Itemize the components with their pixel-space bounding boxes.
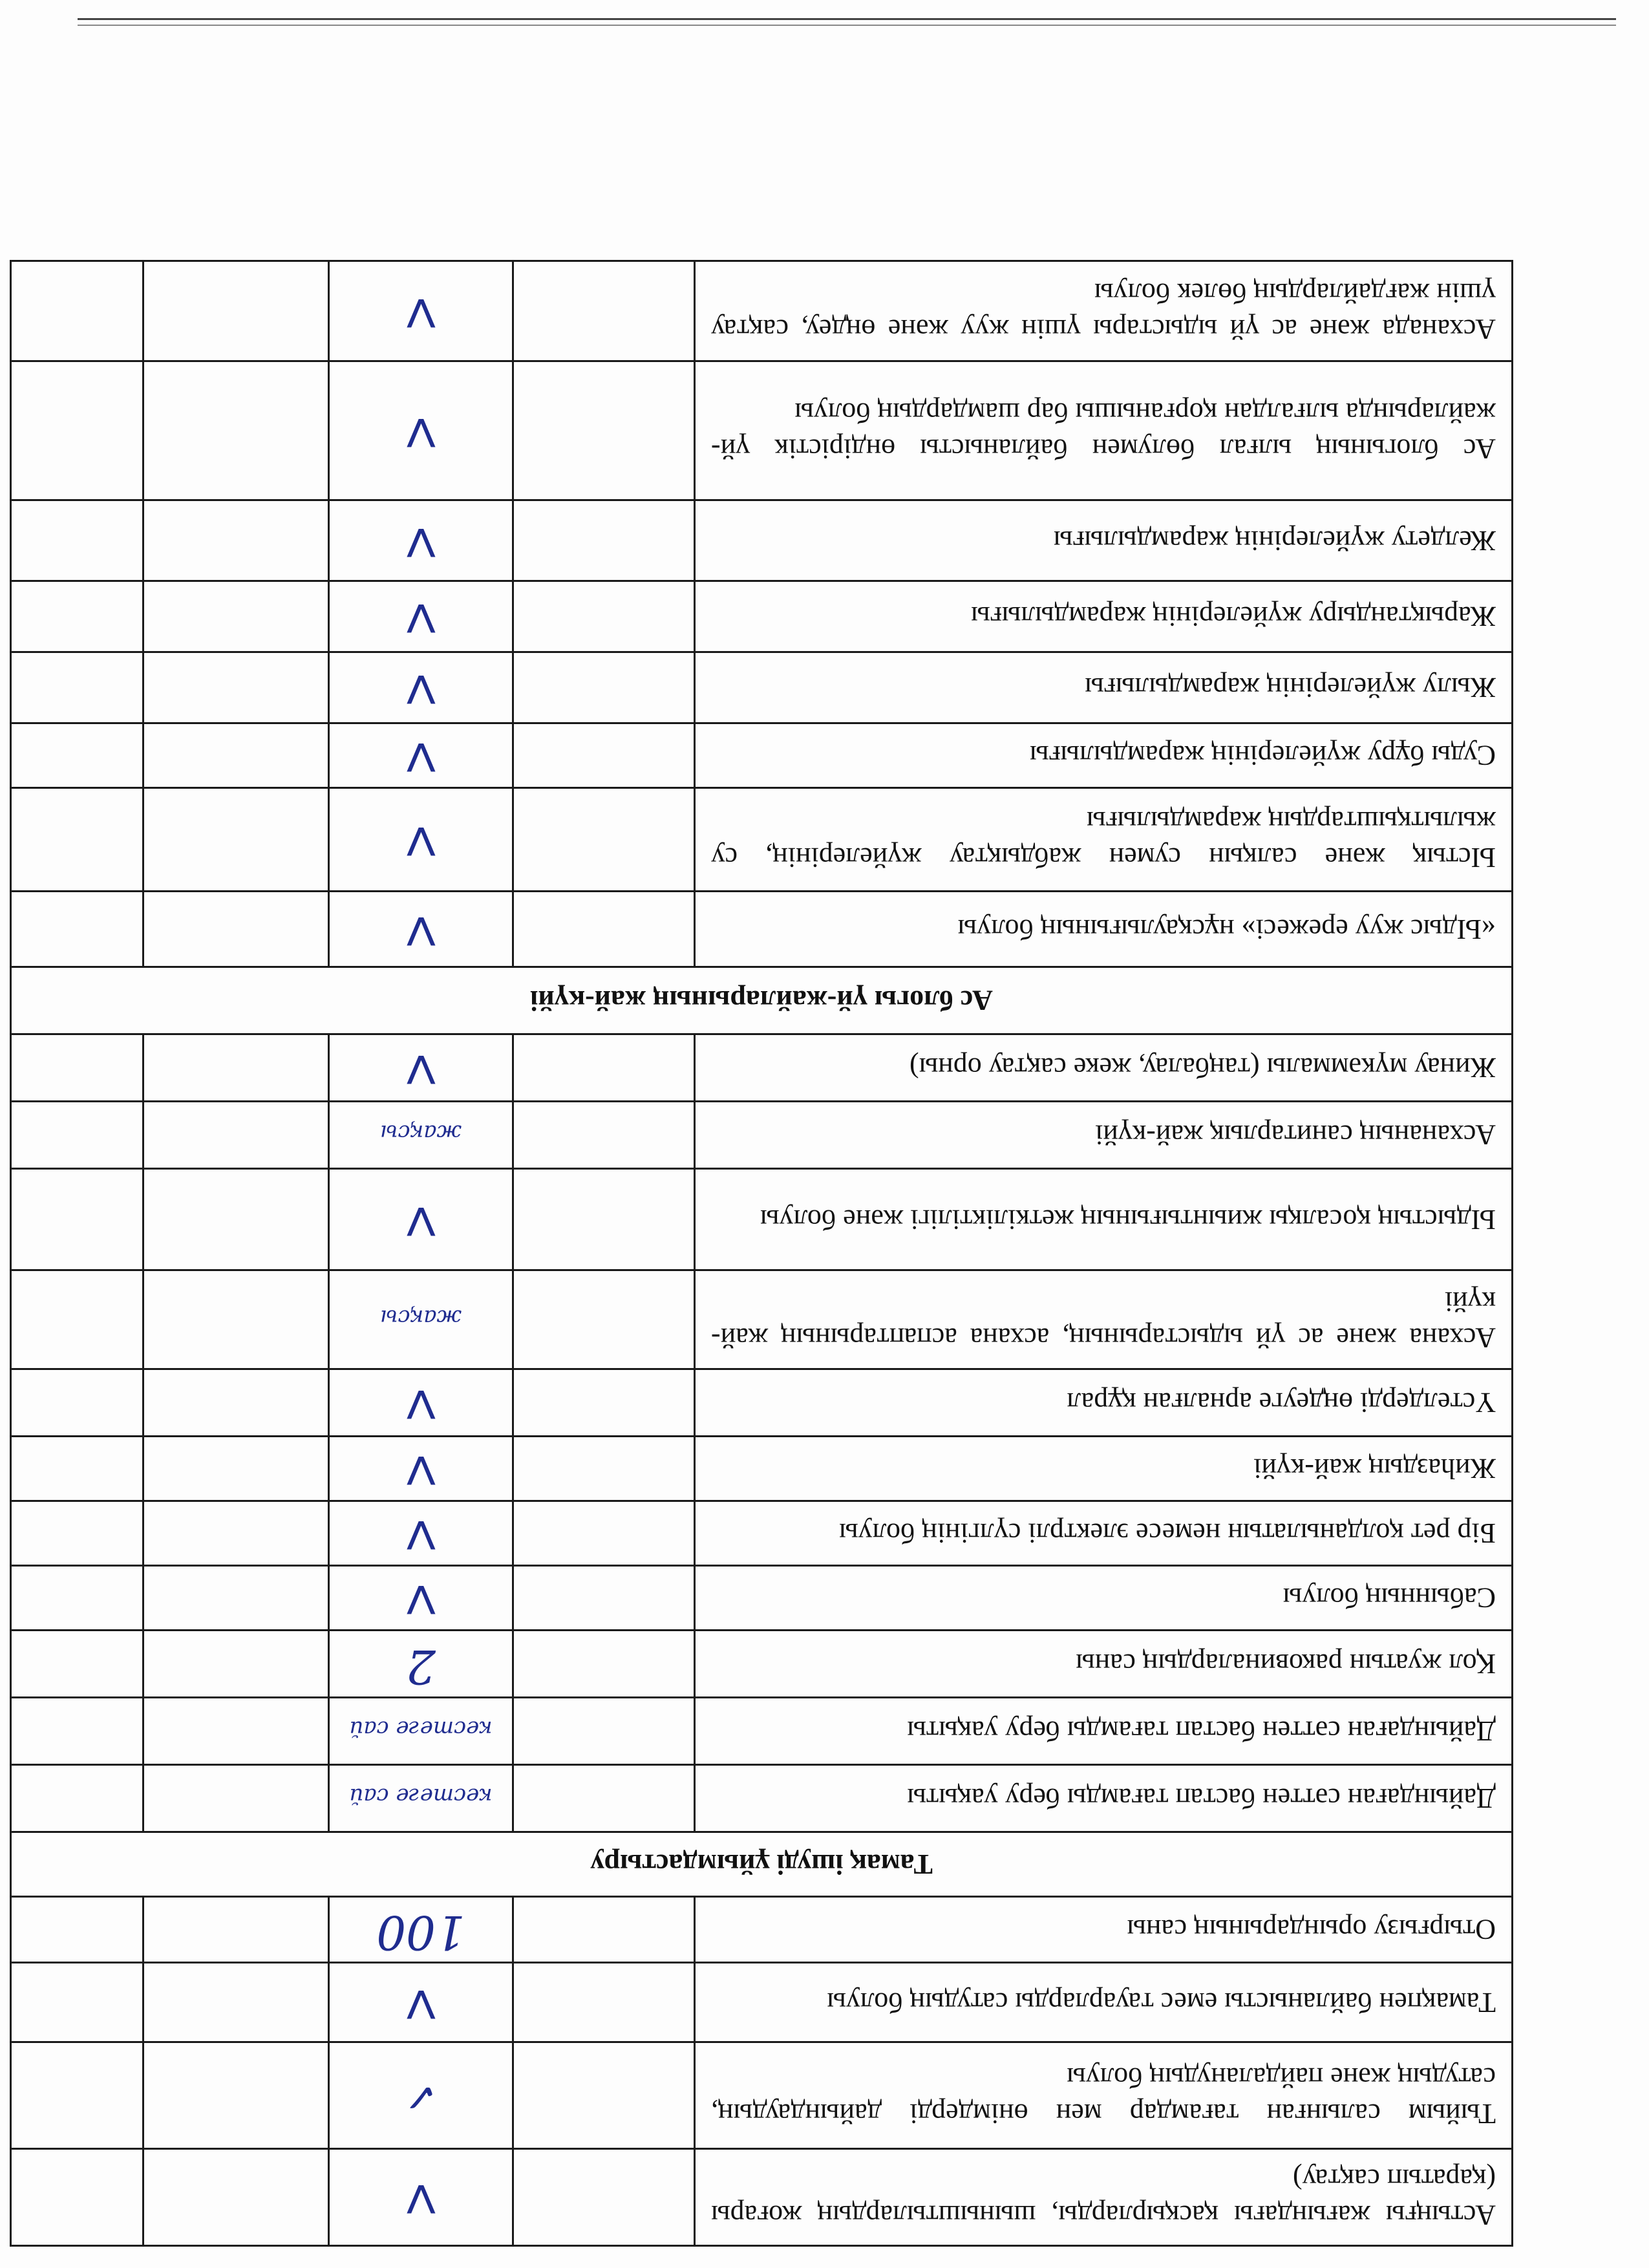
criterion-label: Сабынның болуы xyxy=(695,1566,1513,1631)
inspection-checklist-table xyxy=(10,260,1513,2247)
table-row xyxy=(11,1102,1513,1169)
handwritten-mark: V xyxy=(406,409,436,455)
empty-cell xyxy=(513,1631,695,1698)
check-mark-cell xyxy=(329,2042,513,2149)
empty-cell xyxy=(11,1765,144,1832)
criterion-label: Суды бұру жүйелерінің жарамдылығы xyxy=(695,723,1513,788)
check-mark-cell xyxy=(329,1698,513,1765)
empty-cell xyxy=(11,1963,144,2042)
empty-cell xyxy=(513,1566,695,1631)
table-row xyxy=(11,1270,1513,1369)
check-mark-cell xyxy=(329,1631,513,1698)
table-row xyxy=(11,361,1513,500)
empty-cell xyxy=(513,1369,695,1437)
handwritten-mark: V xyxy=(406,1512,436,1557)
table-row xyxy=(11,2042,1513,2149)
check-mark-cell xyxy=(329,1897,513,1963)
table-row xyxy=(11,1566,1513,1631)
check-mark-cell xyxy=(329,1102,513,1169)
table-row xyxy=(11,1631,1513,1698)
empty-cell xyxy=(11,1897,144,1963)
empty-cell xyxy=(11,2149,144,2246)
handwritten-mark: V xyxy=(406,666,436,712)
empty-cell xyxy=(11,1437,144,1501)
empty-cell xyxy=(144,1698,329,1765)
empty-cell xyxy=(513,500,695,581)
criterion-label: Асхананың санитарлық жай-күйі xyxy=(695,1102,1513,1169)
criterion-label: Асхана және ас үй ыдыстарының, асхана аспаптарының жай-күйі xyxy=(695,1270,1513,1369)
empty-cell xyxy=(144,361,329,500)
table-row xyxy=(11,1963,1513,2042)
empty-cell xyxy=(513,261,695,361)
check-mark-cell xyxy=(329,261,513,361)
handwritten-mark: V xyxy=(406,290,436,335)
empty-cell xyxy=(513,1102,695,1169)
empty-cell xyxy=(144,261,329,361)
table-row xyxy=(11,723,1513,788)
handwritten-mark: кестеге сай xyxy=(349,1716,493,1742)
empty-cell xyxy=(11,723,144,788)
table-row xyxy=(11,581,1513,652)
empty-cell xyxy=(513,652,695,723)
empty-cell xyxy=(513,361,695,500)
empty-cell xyxy=(513,1270,695,1369)
check-mark-cell xyxy=(329,2149,513,2246)
check-mark-cell xyxy=(329,1369,513,1437)
handwritten-mark: V xyxy=(406,908,436,953)
criterion-label: Ыстық және салқын сумен жабдықтау жүйелерінің, су жылытқыштардың жарамдылығы xyxy=(695,788,1513,892)
empty-cell xyxy=(11,1169,144,1270)
table-row xyxy=(11,788,1513,892)
empty-cell xyxy=(11,500,144,581)
table-body xyxy=(11,261,1513,2246)
handwritten-mark: кестеге сай xyxy=(349,1783,493,1810)
criterion-label: Тыйым салынған тағамдар мен өнімдерді дайындаудың, сатудың және пайдаланудың болуы xyxy=(695,2042,1513,2149)
section-title: Ас блогы үй-жайларының жай-күйі xyxy=(11,967,1513,1034)
criterion-label: Жиһаздың жай-күйі xyxy=(695,1437,1513,1501)
handwritten-mark: V xyxy=(406,1381,436,1427)
empty-cell xyxy=(513,1437,695,1501)
table-row xyxy=(11,1369,1513,1437)
check-mark-cell xyxy=(329,361,513,500)
handwritten-mark: V xyxy=(406,519,436,564)
empty-cell xyxy=(144,1437,329,1501)
empty-cell xyxy=(144,652,329,723)
check-mark-cell xyxy=(329,788,513,892)
handwritten-mark: 2 xyxy=(406,1640,436,1694)
criterion-label: Асханада және ас үй ыдыстары үшін жуу және өңдеу, сақтау үшін жағдайлардың бөлек болуы xyxy=(695,261,1513,361)
empty-cell xyxy=(144,1566,329,1631)
empty-cell xyxy=(144,723,329,788)
criterion-label: «Ыдыс жуу ережесі» нұсқаулығының болуы xyxy=(695,892,1513,967)
criterion-label: Ыдыстың қосалқы жиынтығының жеткіліктілігі және болуы xyxy=(695,1169,1513,1270)
empty-cell xyxy=(144,1369,329,1437)
check-mark-cell xyxy=(329,652,513,723)
empty-cell xyxy=(11,892,144,967)
criterion-label: Ас блогының ылғал бөлумен байланысты өндірістік үй-жайларында ылғалдан қорғанышы бар шамдардың болуы xyxy=(695,361,1513,500)
empty-cell xyxy=(513,788,695,892)
empty-cell xyxy=(11,261,144,361)
empty-cell xyxy=(144,500,329,581)
handwritten-mark: 100 xyxy=(376,1905,465,1960)
empty-cell xyxy=(513,1698,695,1765)
handwritten-mark: V xyxy=(406,1447,436,1493)
empty-cell xyxy=(11,652,144,723)
empty-cell xyxy=(11,1369,144,1437)
table-row xyxy=(11,1897,1513,1963)
section-header-row xyxy=(11,1832,1513,1897)
table-row xyxy=(11,2149,1513,2246)
check-mark-cell xyxy=(329,1566,513,1631)
check-mark-cell xyxy=(329,1963,513,2042)
handwritten-mark: жақсы xyxy=(379,1305,462,1331)
criterion-label: Жарықтандыру жүйелерінің жарамдылығы xyxy=(695,581,1513,652)
criterion-label: Жылу жүйелерінің жарамдылығы xyxy=(695,652,1513,723)
empty-cell xyxy=(513,1765,695,1832)
section-title: Тамақ ішуді ұйымдастыру xyxy=(11,1832,1513,1897)
empty-cell xyxy=(144,2149,329,2246)
empty-cell xyxy=(11,2042,144,2149)
handwritten-mark: V xyxy=(406,734,436,780)
table-row xyxy=(11,1501,1513,1566)
handwritten-mark: жақсы xyxy=(379,1120,462,1146)
empty-cell xyxy=(513,1963,695,2042)
empty-cell xyxy=(144,788,329,892)
handwritten-mark: V xyxy=(406,818,436,864)
empty-cell xyxy=(11,1698,144,1765)
empty-cell xyxy=(11,1566,144,1631)
empty-cell xyxy=(144,892,329,967)
empty-cell xyxy=(144,1501,329,1566)
empty-cell xyxy=(144,1169,329,1270)
empty-cell xyxy=(513,1034,695,1102)
empty-cell xyxy=(513,1897,695,1963)
empty-cell xyxy=(11,581,144,652)
table-row xyxy=(11,1437,1513,1501)
check-mark-cell xyxy=(329,723,513,788)
table-row xyxy=(11,652,1513,723)
empty-cell xyxy=(144,1102,329,1169)
empty-cell xyxy=(513,723,695,788)
handwritten-mark: ✓ xyxy=(403,2074,439,2119)
empty-cell xyxy=(11,1034,144,1102)
handwritten-mark: V xyxy=(406,595,436,641)
handwritten-mark: V xyxy=(406,1046,436,1092)
handwritten-mark: V xyxy=(406,1576,436,1622)
check-mark-cell xyxy=(329,892,513,967)
criterion-label: Астыңғы жағындағы қасқырларды, шыныштылардың жоғары (қаратып сақтау) xyxy=(695,2149,1513,2246)
table-row xyxy=(11,1698,1513,1765)
empty-cell xyxy=(144,1034,329,1102)
table-row xyxy=(11,892,1513,967)
criterion-label: Желдету жүйелерінің жарамдылығы xyxy=(695,500,1513,581)
empty-cell xyxy=(144,1765,329,1832)
empty-cell xyxy=(11,1501,144,1566)
criterion-label: Дайындаған сәттен бастап тағамды беру уақыты xyxy=(695,1698,1513,1765)
check-mark-cell xyxy=(329,1765,513,1832)
empty-cell xyxy=(144,581,329,652)
table-row xyxy=(11,1765,1513,1832)
check-mark-cell xyxy=(329,1501,513,1566)
check-mark-cell xyxy=(329,1270,513,1369)
empty-cell xyxy=(144,1631,329,1698)
criterion-label: Бір рет қолданылатын немесе электрлі сүлгінің болуы xyxy=(695,1501,1513,1566)
table-row xyxy=(11,1034,1513,1102)
empty-cell xyxy=(144,1270,329,1369)
table-row xyxy=(11,261,1513,361)
empty-cell xyxy=(513,1169,695,1270)
criterion-label: Тамақпен байланысты емес тауарларды сатудың болуы xyxy=(695,1963,1513,2042)
check-mark-cell xyxy=(329,500,513,581)
empty-cell xyxy=(513,2149,695,2246)
check-mark-cell xyxy=(329,1437,513,1501)
empty-cell xyxy=(11,788,144,892)
handwritten-mark: V xyxy=(406,1198,436,1243)
criterion-label: Үстелдерді өңдеуге арналған құрал xyxy=(695,1369,1513,1437)
section-header-row xyxy=(11,967,1513,1034)
check-mark-cell xyxy=(329,1034,513,1102)
empty-cell xyxy=(11,361,144,500)
empty-cell xyxy=(144,1897,329,1963)
handwritten-mark: V xyxy=(406,1981,436,2026)
table-row xyxy=(11,500,1513,581)
check-mark-cell xyxy=(329,581,513,652)
criterion-label: Отырғызу орындарының саны xyxy=(695,1897,1513,1963)
criterion-label: Дайындаған сәттен бастап тағамды беру уақыты xyxy=(695,1765,1513,1832)
criterion-label: Қол жуатын раковиналардың саны xyxy=(695,1631,1513,1698)
empty-cell xyxy=(513,581,695,652)
criterion-label: Жинау мүкәммалы (таңбалау, жеке сақтау орны) xyxy=(695,1034,1513,1102)
empty-cell xyxy=(513,2042,695,2149)
empty-cell xyxy=(144,1963,329,2042)
table-row xyxy=(11,1169,1513,1270)
check-mark-cell xyxy=(329,1169,513,1270)
empty-cell xyxy=(11,1270,144,1369)
handwritten-mark: V xyxy=(406,2176,436,2221)
empty-cell xyxy=(11,1631,144,1698)
empty-cell xyxy=(144,2042,329,2149)
empty-cell xyxy=(513,892,695,967)
empty-cell xyxy=(11,1102,144,1169)
empty-cell xyxy=(513,1501,695,1566)
